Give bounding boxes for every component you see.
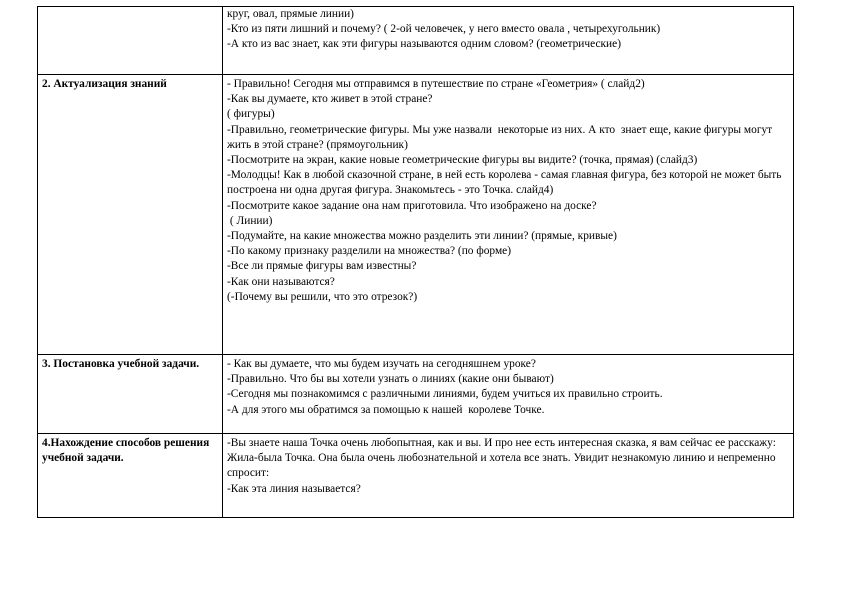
content-line: -Правильно. Что бы вы хотели узнать о линиях (какие они бывают) — [227, 373, 554, 386]
content-line: -Молодцы! Как в любой сказочной стране, в ней есть королева - самая главная фигура, без которой не может быть построена ни одна другая фигура. Знакомьтесь - это Точка. слайд4) — [227, 169, 785, 197]
content-line: -А для этого мы обратимся за помощью к нашей королеве Точке. — [227, 403, 545, 416]
content-line: -Кто из пяти лишний и почему? ( 2-ой человечек, у него вместо овала , четырехугольник) — [227, 23, 661, 36]
content-line: -Подумайте, на какие множества можно разделить эти линии? (прямые, кривые) — [227, 230, 617, 243]
content-line: -Как вы думаете, кто живет в этой стране? — [227, 93, 433, 106]
content-cell — [223, 7, 794, 75]
content-line: круг, овал, прямые линии) — [227, 8, 354, 20]
content-line: -Посмотрите на экран, какие новые геометрические фигуры вы видите? (точка, прямая) (слайд3) — [227, 154, 698, 167]
table-row — [38, 7, 794, 75]
content-line: -Вы знаете наша Точка очень любопытная, как и вы. И про нее есть интересная сказка, я вам сейчас ее расскажу: — [227, 437, 776, 449]
table-row — [38, 75, 794, 355]
content-line: -Как они называются? — [227, 275, 335, 288]
content-cell — [223, 434, 794, 518]
content-line: -Как эта линия называется? — [227, 482, 361, 495]
content-cell — [223, 355, 794, 434]
stage-cell: 3. Постановка учебной задачи. — [38, 355, 223, 434]
content-line: - Как вы думаете, что мы будем изучать на сегодняшнем уроке? — [227, 358, 536, 370]
content-line: ( фигуры) — [227, 108, 275, 121]
lesson-plan-table — [37, 6, 794, 518]
content-line: ( Линии) — [227, 214, 273, 227]
content-line: -Все ли прямые фигуры вам известны? — [227, 260, 417, 273]
content-line: -Сегодня мы познакомимся с различными линиями, будем учиться их правильно строить. — [227, 388, 663, 401]
table-row — [38, 434, 794, 518]
content-line: -А кто из вас знает, как эти фигуры называются одним словом? (геометрические) — [227, 38, 621, 51]
content-cell — [223, 75, 794, 355]
stage-cell: 2. Актуализация знаний — [38, 75, 223, 355]
content-line: -Правильно, геометрические фигуры. Мы уже назвали некоторые из них. А кто знает еще, какие фигуры могут жить в этой стране? (прямоугольник) — [227, 123, 776, 151]
stage-cell — [38, 7, 223, 75]
table-row — [38, 355, 794, 434]
content-line: -Посмотрите какое задание она нам приготовила. Что изображено на доске? — [227, 199, 597, 212]
stage-cell: 4.Нахождение способов решения учебной задачи. — [38, 434, 223, 518]
content-line: (-Почему вы решили, что это отрезок?) — [227, 290, 418, 303]
content-line: Жила-была Точка. Она была очень любознательной и хотела все знать. Увидит незнакомую линию и непременно спросит: — [227, 452, 779, 480]
content-line: -По какому признаку разделили на множества? (по форме) — [227, 245, 512, 258]
content-line: - Правильно! Сегодня мы отправимся в путешествие по стране «Геометрия» ( слайд2) — [227, 78, 645, 90]
